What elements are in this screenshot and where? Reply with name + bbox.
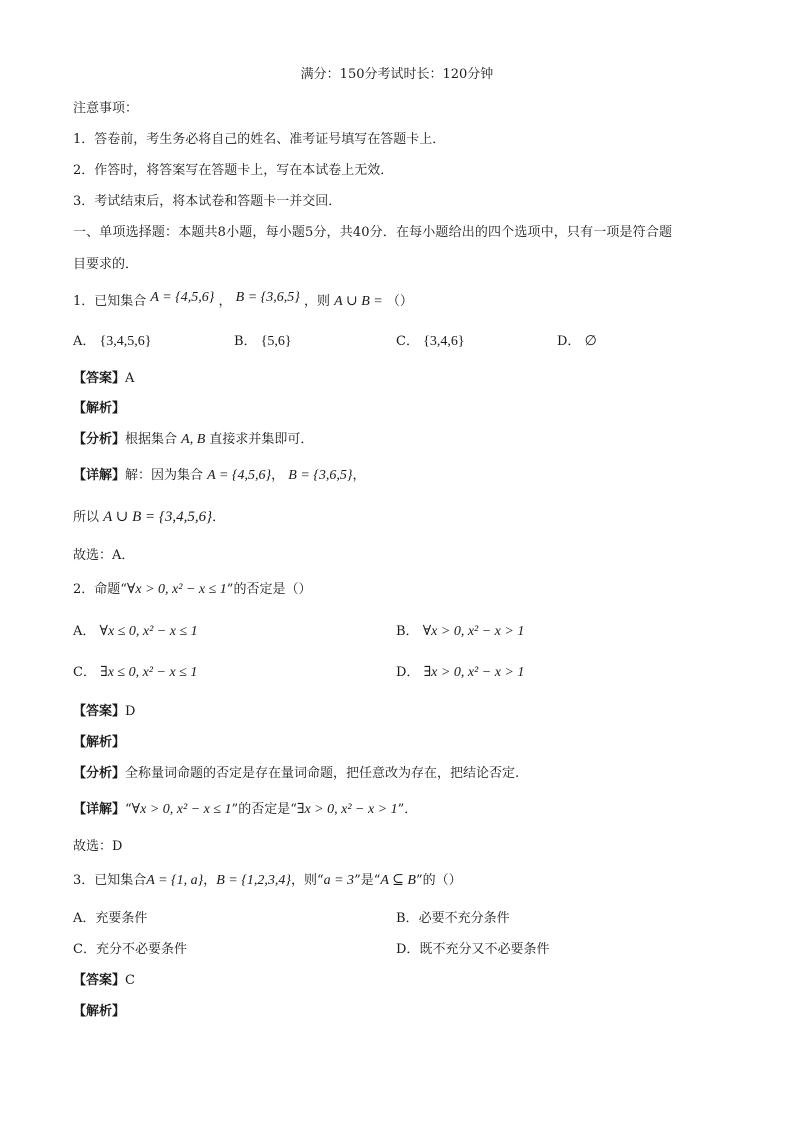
q2-analysis-tag: 【解析】 xyxy=(73,735,126,750)
q1-option-c: C． {3,4,6} xyxy=(396,334,465,349)
q1-stem xyxy=(73,290,413,311)
exam-header: 满分：150分考试时长：120分钟 xyxy=(300,67,494,82)
q2-fenxi: 【分析】全称量词命题的否定是存在量词命题，把任意改为存在，把结论否定. xyxy=(73,766,520,781)
q3-option-a: A．充要条件 xyxy=(73,911,148,926)
q2-option-c: C． ∃x ≤ 0, x² − x ≤ 1 xyxy=(73,665,198,680)
q1-sep: ， xyxy=(218,294,232,309)
q1-set-a: A = {4,5,6} xyxy=(150,290,215,305)
answer-value: A xyxy=(125,371,135,386)
q2-stem-formula: ∀x > 0, x² − x ≤ 1 xyxy=(126,582,227,597)
q1-choose: 故选：A． xyxy=(73,548,135,563)
section-heading-line-2: 目要求的． xyxy=(73,257,139,272)
q1-fenxi: 【分析】根据集合 A, B 直接求并集即可． xyxy=(73,432,314,447)
notice-title: 注意事项： xyxy=(73,101,139,116)
q2-answer: 【答案】D xyxy=(73,704,136,719)
q2-choose: 故选：D xyxy=(73,839,123,854)
q3-stem: 3．已知集合A = {1, a}，B = {1,2,3,4}，则“a = 3”是“A ⊆ B”的（） xyxy=(73,873,462,888)
q1-stem-prefix: 1．已知集合 xyxy=(73,294,147,309)
q1-option-b: B． {5,6} xyxy=(234,334,292,349)
answer-tag: 【答案】 xyxy=(73,371,126,386)
q1-conclusion: 所以 A ∪ B = {3,4,5,6}． xyxy=(73,509,226,525)
q1-stem-mid: ，则 xyxy=(304,294,331,309)
q3-option-c: C．充分不必要条件 xyxy=(73,942,187,957)
q1-option-a: A． {3,4,5,6} xyxy=(73,334,152,349)
q1-set-b: B = {3,6,5} xyxy=(235,290,300,305)
q3-analysis-tag: 【解析】 xyxy=(73,1004,126,1019)
q2-option-a: A． ∀x ≤ 0, x² − x ≤ 1 xyxy=(73,624,198,639)
q1-expr: A ∪ B = xyxy=(334,294,383,309)
q3-answer: 【答案】C xyxy=(73,973,135,988)
q2-stem: 2．命题“∀x > 0, x² − x ≤ 1”的否定是（） xyxy=(73,582,312,597)
notice-item-2: 2．作答时，将答案写在答题卡上，写在本试卷上无效． xyxy=(73,163,394,178)
section-heading-line-1: 一、单项选择题：本题共8小题，每小题5分，共40分．在每小题给出的四个选项中，只有一项是符合题 xyxy=(73,225,673,240)
q1-stem-tail: （） xyxy=(386,294,413,309)
notice-item-1: 1．答卷前，考生务必将自己的姓名、准考证号填写在答题卡上． xyxy=(73,132,446,147)
notice-item-3: 3．考试结束后，将本试卷和答题卡一并交回． xyxy=(73,194,342,209)
q1-answer xyxy=(73,370,134,388)
q3-option-d: D．既不充分又不必要条件 xyxy=(396,942,550,957)
q2-option-b: B． ∀x > 0, x² − x > 1 xyxy=(396,624,525,639)
q3-option-b: B．必要不充分条件 xyxy=(396,911,510,926)
q2-detail: 【详解】“∀x > 0, x² − x ≤ 1”的否定是“∃x > 0, x² − x > 1”． xyxy=(73,802,418,817)
q1-option-d: D． ∅ xyxy=(557,334,597,349)
q1-analysis-tag: 【解析】 xyxy=(73,401,126,416)
q1-detail: 【详解】解：因为集合 A = {4,5,6}， B = {3,6,5}， xyxy=(73,468,366,483)
q2-option-d: D． ∃x > 0, x² − x > 1 xyxy=(396,665,525,680)
